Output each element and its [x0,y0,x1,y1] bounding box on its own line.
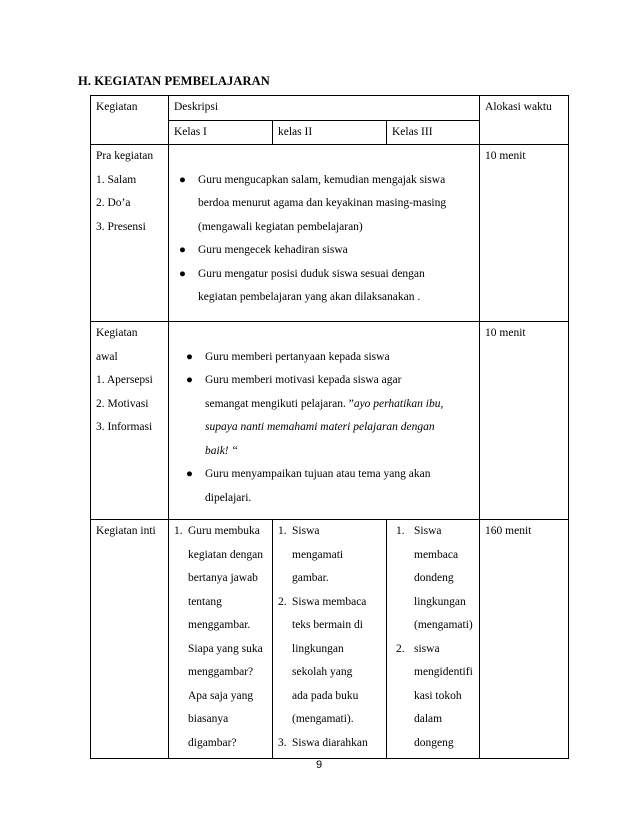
bullet-line: Guru menyampaikan tujuan atau tema yang akan [205,468,431,480]
list-item [174,263,474,310]
page-number: 9 [315,759,323,771]
bullet-line: Guru mengatur posisi duduk siswa sesuai dengan [198,267,425,280]
numbered-list [392,520,474,755]
list-item [278,732,381,756]
item-line: biasanya [188,713,229,725]
bullet-list [181,346,474,511]
item-line: siswa [414,642,440,655]
bullet-line: supaya nanti memahami materi pelajaran dengan [205,421,435,433]
item-line: Guru membuka [188,525,260,537]
item-line: menggambar? [188,666,254,678]
item-line: Siswa [292,525,320,537]
item-line: Apa saja yang [188,689,254,702]
bullet-line: (mengawali kegiatan pembelajaran) [198,220,363,233]
numbered-list [278,520,381,755]
bullet-icon: ● [179,244,186,256]
table-row [91,520,569,759]
item-line: (mengamati) [414,619,473,631]
item-line: mengidentifi [414,666,473,678]
item-line: Siswa diarahkan [292,736,368,749]
header-kegiatan: Kegiatan [91,96,169,145]
header-kelas-2: kelas II [273,120,387,145]
bullet-line: berdoa menurut agama dan keyakinan masing-masing [198,197,447,209]
bullet-icon: ● [186,468,193,480]
list-item [174,520,267,755]
header-alokasi: Alokasi waktu [480,96,569,145]
table-row [91,322,569,520]
kelas-3-cell [387,520,480,759]
item-line: Siswa [414,525,442,537]
bullet-line: Guru mengecek kehadiran siswa [198,244,348,256]
item-line: ada pada buku [292,689,359,702]
item-line: membaca [414,548,459,561]
list-item [181,369,474,463]
bullet-list [174,169,474,310]
item-line: digambar? [188,736,237,749]
item-line: gambar. [292,572,329,584]
kegiatan-line: awal [96,350,118,363]
item-line: Siapa yang suka [188,642,263,655]
item-number: 3. [278,736,287,749]
bullet-line: dipelajari. [205,491,252,504]
list-item [181,346,474,370]
numbered-list [174,520,267,755]
italic-quote: ayo perhatikan ibu, [353,397,444,410]
kegiatan-line: 2. Motivasi [96,397,149,410]
item-line: dongeng [414,736,454,749]
item-number: 1. [396,525,405,537]
bullet-icon: ● [179,173,186,186]
bullet-icon: ● [179,267,186,280]
item-line: sekolah yang [292,666,353,678]
kegiatan-cell [91,322,169,520]
list-item [181,463,474,510]
deskripsi-cell [169,322,480,520]
item-line: mengamati [292,548,344,561]
table-header-row [91,96,569,121]
alokasi-cell: 160 menit [480,520,569,759]
item-line: lingkungan [414,595,466,608]
item-line: menggambar. [188,619,251,631]
kegiatan-line: 1. Apersepsi [96,374,153,386]
bullet-icon: ● [186,350,193,363]
list-item [396,520,474,638]
table-row [91,145,569,322]
bullet-line: Guru memberi pertanyaan kepada siswa [205,350,390,363]
kelas-2-cell [273,520,387,759]
list-item [278,520,381,591]
item-number: 2. [278,595,287,608]
header-deskripsi: Deskripsi [169,96,480,121]
bullet-icon: ● [186,374,193,386]
item-line: tentang [188,595,222,608]
item-line: teks bermain di [292,619,363,631]
list-item [396,638,474,756]
kegiatan-line: Pra kegiatan [96,150,154,162]
kegiatan-cell: Kegiatan inti [91,520,169,759]
item-line: (mengamati). [292,713,354,725]
kegiatan-line: 3. Presensi [96,220,146,233]
kelas-1-cell [169,520,273,759]
item-line: Siswa membaca [292,595,367,608]
item-line: dondeng [414,572,454,584]
alokasi-cell: 10 menit [480,322,569,520]
bullet-line: Guru mengucapkan salam, kemudian mengajak siswa [198,173,446,186]
item-line: bertanya jawab [188,572,258,584]
activity-table [90,95,569,759]
kegiatan-line: 3. Informasi [96,421,153,433]
item-number: 1. [174,525,183,537]
bullet-line: kegiatan pembelajaran yang akan dilaksanakan . [198,291,421,303]
kegiatan-line: 1. Salam [96,173,137,186]
header-kelas-3: Kelas III [387,120,480,145]
bullet-line [205,393,474,417]
header-kelas-1: Kelas I [169,120,273,145]
item-line: kegiatan dengan [188,548,264,561]
bullet-line: baik! “ [205,444,238,457]
bullet-text: semangat mengikuti pelajaran. ” [205,397,354,410]
item-number: 1. [278,525,287,537]
list-item [174,239,474,263]
alokasi-cell: 10 menit [480,145,569,322]
item-number: 2. [396,642,405,655]
section-heading: H. KEGIATAN PEMBELAJARAN [78,74,270,88]
item-line: dalam [414,713,443,725]
item-line: kasi tokoh [414,689,462,702]
kegiatan-line: 2. Do’a [96,197,131,209]
list-item [174,169,474,240]
bullet-line: Guru memberi motivasi kepada siswa agar [205,374,402,386]
list-item [278,591,381,732]
kegiatan-cell [91,145,169,322]
item-line: lingkungan [292,642,344,655]
deskripsi-cell [169,145,480,322]
kegiatan-line: Kegiatan [96,327,138,339]
